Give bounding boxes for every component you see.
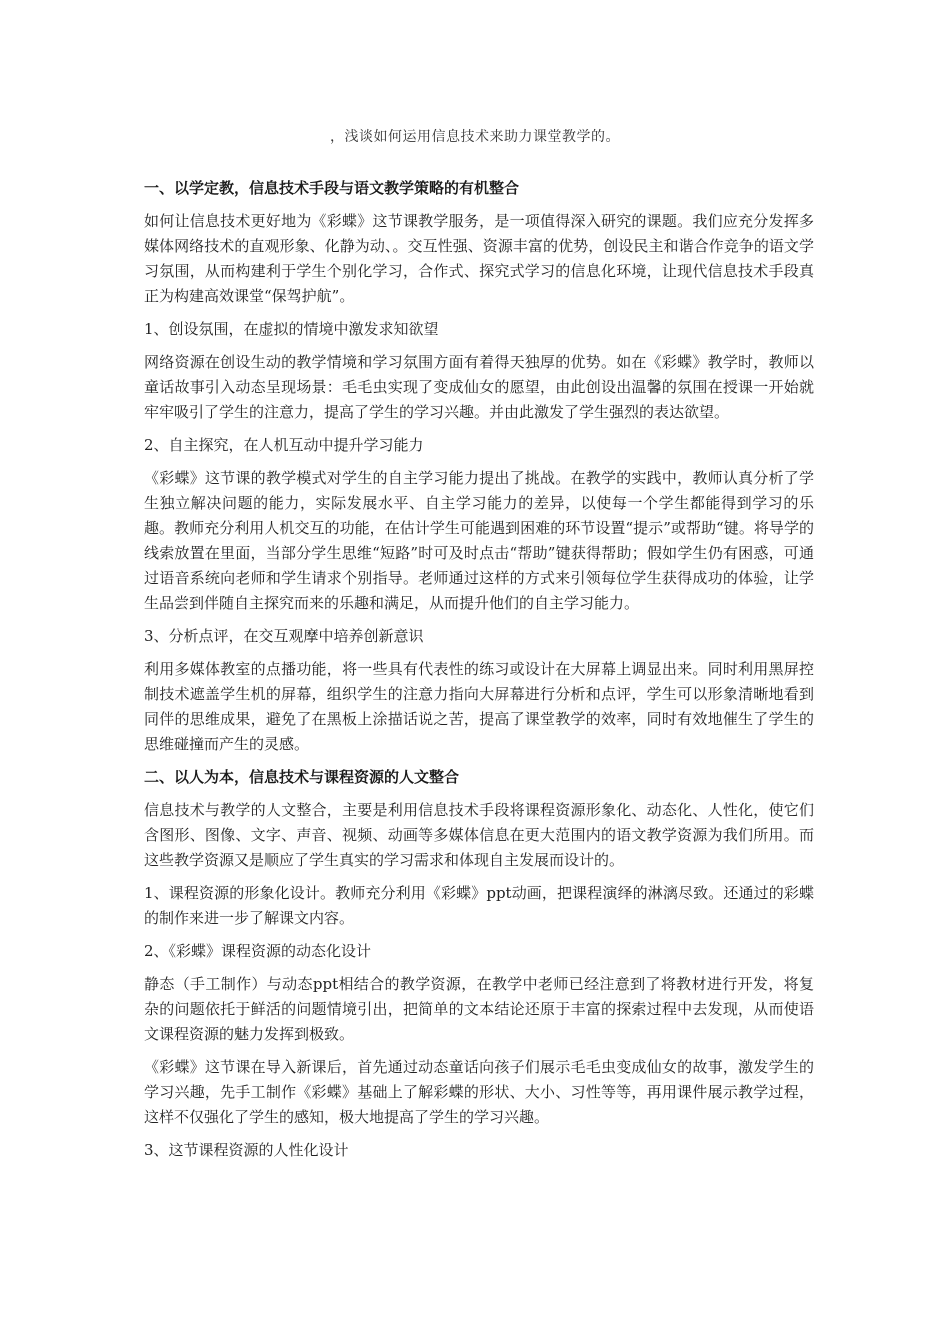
intro-line: ，浅谈如何运用信息技术来助力课堂教学的。 — [330, 129, 620, 145]
subsection-title: 2、《彩蝶》课程资源的动态化设计 — [144, 942, 372, 960]
paragraph: 静态（手工制作）与动态ppt相结合的教学资源，在教学中老师已经注意到了将教材进行开发，将复杂的问题依托于鲜活的问题情境引出，把简单的文本结论还原于丰富的探索过程中去发现，从而使语文课程资源的魅力发挥到极致。 — [144, 975, 814, 1043]
section-heading: 二、以人为本，信息技术与课程资源的人文整合 — [144, 768, 460, 786]
paragraph: 《彩蝶》这节课在导入新课后，首先通过动态童话向孩子们展示毛毛虫变成仙女的故事，激发学生的学习兴趣，先手工制作《彩蝶》基础上了解彩蝶的形状、大小、习性等等，再用课件展示教学过程，这样不仅强化了学生的感知，极大地提高了学生的学习兴趣。 — [144, 1058, 814, 1126]
paragraph: 1、课程资源的形象化设计。教师充分利用《彩蝶》ppt动画，把课程演绎的淋漓尽致。还通过的彩蝶的制作来进一步了解课文内容。 — [144, 884, 814, 927]
paragraph: 《彩蝶》这节课的教学模式对学生的自主学习能力提出了挑战。在教学的实践中，教师认真分析了学生独立解决问题的能力，实际发展水平、自主学习能力的差异，以使每一个学生都能得到学习的乐趣。教师充分利用人机交互的功能，在估计学生可能遇到困难的环节设置“提示”或帮助“键。将导学的线索放置在里面，当部分学生思维“短路”时可及时点击“帮助”键获得帮助；假如学生仍有困惑，可通过语音系统向老师和学生请求个别指导。老师通过这样的方式来引领每位学生获得成功的体验，让学生品尝到伴随自主探究而来的乐趣和满足，从而提升他们的自主学习能力。 — [144, 469, 814, 612]
subsection-title: 1、创设氛围，在虚拟的情境中激发求知欲望 — [144, 320, 439, 338]
subsection-title: 3、这节课程资源的人性化设计 — [144, 1141, 349, 1159]
paragraph: 如何让信息技术更好地为《彩蝶》这节课教学服务，是一项值得深入研究的课题。我们应充分发挥多媒体网络技术的直观形象、化静为动、。交互性强、资源丰富的优势，创设民主和谐合作竞争的语文学习氛围，从而构建利于学生个别化学习，合作式、探究式学习的信息化环境，让现代信息技术手段真正为构建高效课堂“保驾护航”。 — [144, 212, 814, 305]
section-heading: 一、以学定教，信息技术手段与语文教学策略的有机整合 — [144, 179, 520, 197]
paragraph: 利用多媒体教室的点播功能，将一些具有代表性的练习或设计在大屏幕上调显出来。同时利用黑屏控制技术遮盖学生机的屏幕，组织学生的注意力指向大屏幕进行分析和点评，学生可以形象清晰地看到同伴的思维成果，避免了在黑板上涂描话说之苦，提高了课堂教学的效率，同时有效地催生了学生的思维碰撞而产生的灵感。 — [144, 660, 814, 753]
document-body — [144, 176, 814, 1171]
paragraph: 网络资源在创设生动的教学情境和学习氛围方面有着得天独厚的优势。如在《彩蝶》教学时，教师以童话故事引入动态呈现场景：毛毛虫实现了变成仙女的愿望，由此创设出温馨的氛围在授课一开始就牢牢吸引了学生的注意力，提高了学生的学习兴趣。并由此激发了学生强烈的表达欲望。 — [144, 353, 814, 421]
paragraph: 信息技术与教学的人文整合，主要是利用信息技术手段将课程资源形象化、动态化、人性化，使它们含图形、图像、文字、声音、视频、动画等多媒体信息在更大范围内的语文教学资源为我们所用。而这些教学资源又是顺应了学生真实的学习需求和体现自主发展而设计的。 — [144, 801, 814, 869]
subsection-title: 3、分析点评，在交互观摩中培养创新意识 — [144, 627, 424, 645]
subsection-title: 2、自主探究，在人机互动中提升学习能力 — [144, 436, 424, 454]
